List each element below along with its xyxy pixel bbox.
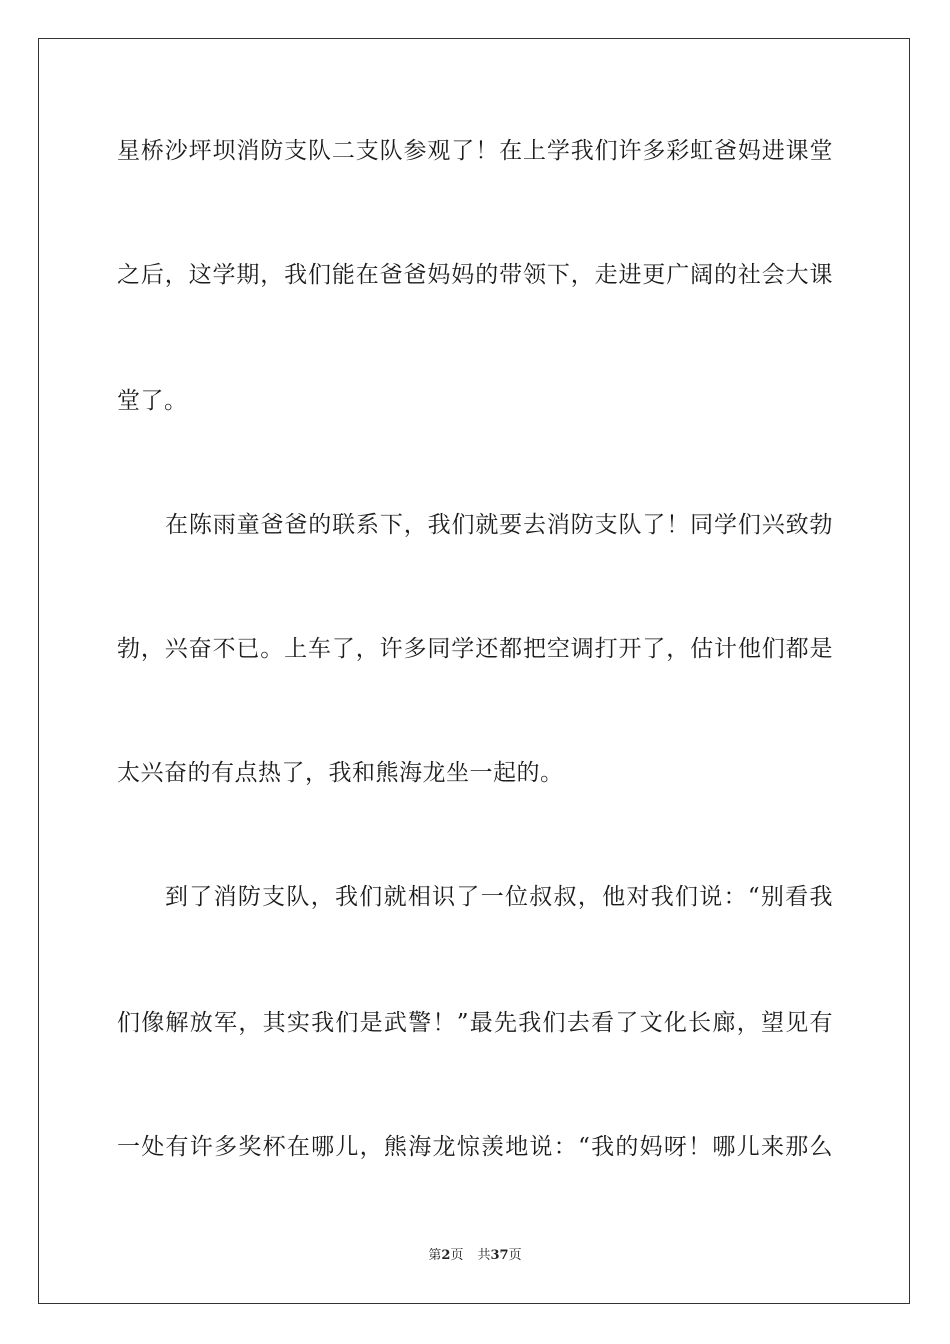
body-line-9: 一处有许多奖杯在哪儿，熊海龙惊羡地说：“我的妈呀！哪儿来那么 [117, 1134, 833, 1160]
body-line-5: 勃，兴奋不已。上车了，许多同学还都把空调打开了，估计他们都是 [117, 636, 833, 662]
body-line-2: 之后，这学期，我们能在爸爸妈妈的带领下，走进更广阔的社会大课 [117, 262, 833, 288]
body-line-7: 到了消防支队，我们就相识了一位叔叔，他对我们说：“别看我 [165, 884, 833, 910]
body-line-6: 太兴奋的有点热了，我和熊海龙坐一起的。 [117, 760, 564, 786]
page-footer [0, 1248, 950, 1264]
total-pages-indicator: 共37页 [477, 1248, 522, 1263]
body-line-8: 们像解放军，其实我们是武警！”最先我们去看了文化长廊，望见有 [117, 1010, 833, 1036]
page-frame [38, 38, 910, 1304]
page-number: 2 [441, 1248, 451, 1263]
body-line-3: 堂了。 [117, 388, 188, 414]
body-line-1: 星桥沙坪坝消防支队二支队参观了！在上学我们许多彩虹爸妈进课堂 [117, 138, 833, 164]
total-pages: 37 [490, 1248, 509, 1263]
body-line-4: 在陈雨童爸爸的联系下，我们就要去消防支队了！同学们兴致勃 [165, 512, 833, 538]
page-indicator: 第2页 [428, 1248, 464, 1263]
